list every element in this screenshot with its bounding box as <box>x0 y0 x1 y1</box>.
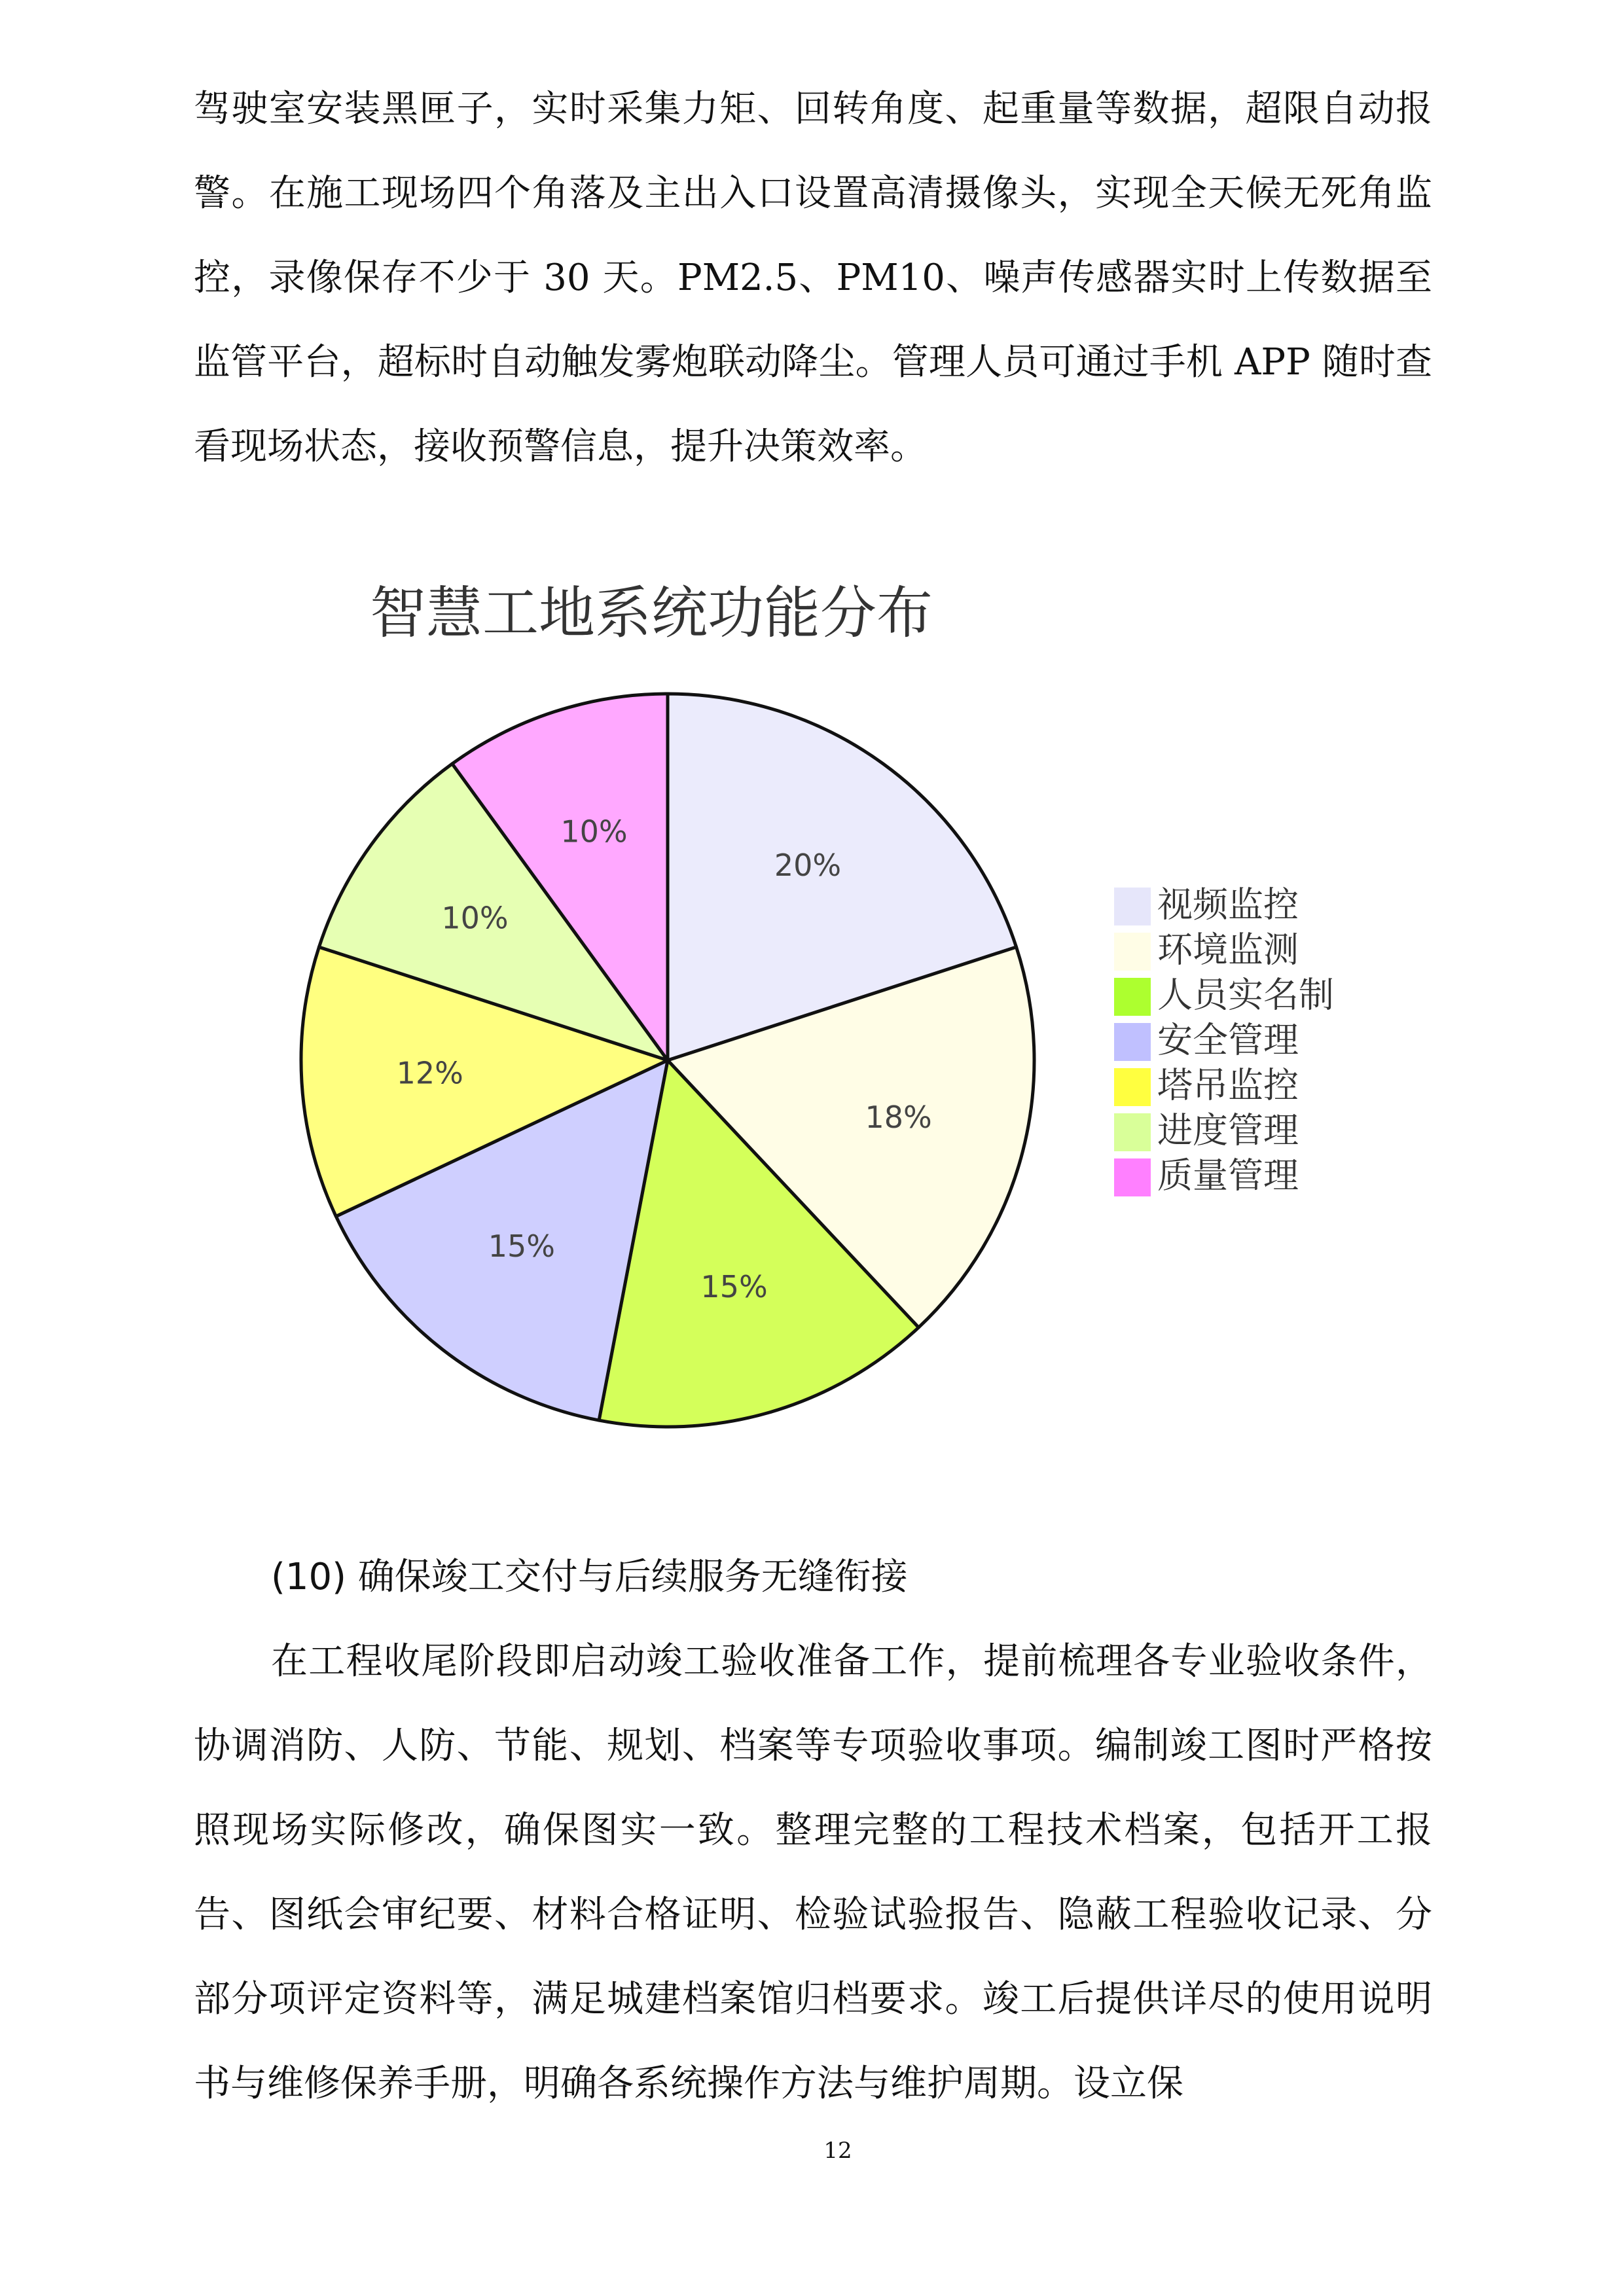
pie-slice-label-4: 15% <box>488 1229 556 1265</box>
body-paragraph-bottom: 在工程收尾阶段即启动竣工验收准备工作，提前梳理各专业验收条件，协调消防、人防、节能、规划、档案等专项验收事项。编制竣工图时严格按照现场实际修改，确保图实一致。整理完整的工程技术档案，包括开工报告、图纸会审纪要、材料合格证明、检验试验报告、隐蔽工程验收记录、分部分项评定资料等，满足城建档案馆归档要求。竣工后提供详尽的使用说明书与维修保养手册，明确各系统操作方法与维护周期。设立保 <box>194 1640 1432 2105</box>
section-heading: (10) 确保竣工交付与后续服务无缝衔接 <box>271 1556 908 1598</box>
legend-swatch-7 <box>1114 1158 1151 1196</box>
legend-label-3: 人员实名制 <box>1157 974 1334 1016</box>
page-number: 12 <box>823 2138 852 2164</box>
legend-label-4: 安全管理 <box>1157 1019 1299 1061</box>
chart-title: 智慧工地系统功能分布 <box>370 581 933 646</box>
legend-label-1: 视频监控 <box>1157 884 1299 925</box>
legend-label-6: 进度管理 <box>1157 1109 1299 1151</box>
legend-swatch-2 <box>1114 933 1151 971</box>
chart-legend <box>1114 884 1334 1196</box>
legend-swatch-6 <box>1114 1113 1151 1151</box>
legend-swatch-4 <box>1114 1023 1151 1061</box>
legend-label-2: 环境监测 <box>1157 929 1299 971</box>
pie-slice-label-3: 15% <box>700 1269 768 1305</box>
pie-slice-label-1: 20% <box>774 848 842 884</box>
pie-slice-label-7: 10% <box>560 814 628 850</box>
legend-swatch-1 <box>1114 888 1151 925</box>
pie-slice-label-2: 18% <box>865 1100 932 1136</box>
pie-slice-label-5: 12% <box>396 1055 463 1091</box>
legend-label-5: 塔吊监控 <box>1157 1064 1299 1106</box>
pie-chart <box>249 563 1362 1505</box>
legend-swatch-3 <box>1114 978 1151 1016</box>
pie-slice-label-6: 10% <box>441 900 509 936</box>
legend-swatch-5 <box>1114 1068 1151 1106</box>
body-paragraph-top: 驾驶室安装黑匣子，实时采集力矩、回转角度、起重量等数据，超限自动报警。在施工现场四个角落及主出入口设置高清摄像头，实现全天候无死角监控，录像保存不少于 30 天。PM2.5、PM10、噪声传感器实时上传数据至监管平台，超标时自动触发雾炮联动降尘。管理人员可通过手机 APP 随时查看现场状态，接收预警信息，提升决策效率。 <box>194 88 1432 468</box>
legend-label-7: 质量管理 <box>1157 1155 1299 1196</box>
